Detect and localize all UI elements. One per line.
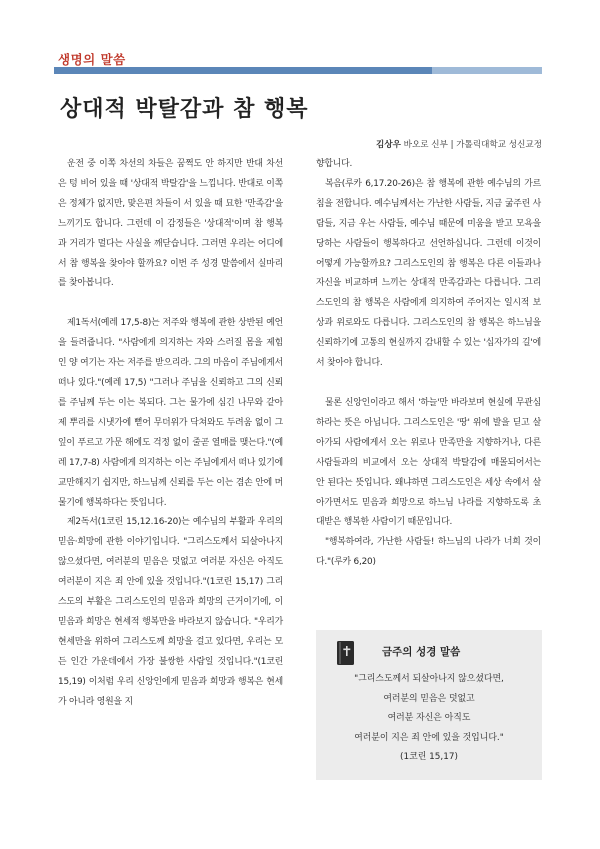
- section-label: 생명의 말씀: [58, 52, 126, 67]
- byline-author: 김상우: [376, 140, 401, 150]
- byline-affiliation: 바오로 신부 | 가톨릭대학교 성신교정: [400, 140, 542, 150]
- verse-reference: (1코린 15,17): [400, 752, 458, 762]
- paragraph: 제2독서(1코린 15,12.16-20)는 예수님의 부활과 우리의 믿음·희망에 관한 이야기입니다. "그리스도께서 되살아나지 않으셨다면, 여러분의 믿음은 덧없고 여러분 자신은 아직도 여러분이 지은 죄 안에 있을 것입니다."(1코린 15,17) 그리스도의 부활은 그리스도인의 믿음과 희망의 근거이기에, 이 믿음과 희망은 현세적 행복만을 바라보지 않습니다. "우리가 현세만을 위하여 그리스도께 희망을 걸고 있다면, 우리는 모든 인간 가운데에서 가장 불쌍한 사람일 것입니다."(1코린 15,19) 이처럼 우리 신앙인에게 믿음과 희망과 행복은 현세가 아니라 영원을 지: [58, 517, 283, 707]
- byline: [376, 138, 542, 150]
- verse-line: 여러분의 믿음은 덧없고: [383, 693, 475, 704]
- paragraph: 향합니다.: [316, 159, 353, 169]
- paragraph: 복음(루카 6,17.20-26)은 참 행복에 관한 예수님의 가르침을 전합니다. 예수님께서는 가난한 사람들, 지금 굶주린 사람들, 지금 우는 사람들, 예수님 때문에 미움을 받고 모욕을 당하는 사람들이 행복하다고 선언하십니다. 그런데 이것이 어떻게 가능할까요? 그리스도인의 참 행복은 다른 이들과나 자신을 비교하며 느끼는 상대적 만족감과는 다릅니다. 그리스도인의 참 행복은 사람에게 의지하여 주어지는 일시적 보상과 위로와도 다릅니다. 그리스도인의 참 행복은 하느님을 신뢰하기에 고통의 현실까지 감내할 수 있는 '십자가의 길'에서 찾아야 합니다.: [316, 178, 541, 369]
- paragraph: "행복하여라, 가난한 사람들! 하느님의 나라가 너희 것이다."(루카 6,20): [316, 537, 541, 568]
- weekly-verse-title: 금주의 성경 말씀: [382, 646, 461, 658]
- verse-line: "그리스도께서 되살아나지 않으셨다면,: [354, 674, 504, 684]
- weekly-verse-box: [316, 630, 542, 780]
- left-column: [58, 155, 283, 712]
- article-title: 상대적 박탈감과 참 행복: [60, 96, 309, 122]
- verse-line: 여러분이 지은 죄 안에 있을 것입니다.": [354, 732, 504, 743]
- bible-book-icon: [336, 640, 356, 666]
- paragraph: 제1독서(예레 17,5-8)는 저주와 행복에 관한 상반된 예언을 들려줍니다. "사람에게 의지하는 자와 스러질 몸을 제힘인 양 여기는 자는 저주를 받으리라. 그의 마음이 주님에게서 떠나 있다."(예레 17,5) "그러나 주님을 신뢰하고 그의 신뢰를 주님께 두는 이는 복되다. 그는 물가에 심긴 나무와 같아 제 뿌리를 시냇가에 뻗어 무더위가 닥쳐와도 두려움 없이 그 잎이 푸르고 가문 해에도 걱정 없이 줄곧 열매를 맺는다."(예레 17,7-8) 사람에게 의지하는 이는 주님에게서 떠나 있기에 교만해지기 쉽지만, 하느님께 신뢰를 두는 이는 겸손 안에 머물기에 행복하다는 뜻입니다.: [58, 318, 283, 508]
- right-column: [316, 155, 541, 573]
- paragraph: 물론 신앙인이라고 해서 '하늘'만 바라보며 현실에 무관심 하라는 뜻은 아닙니다. 그리스도인은 '땅' 위에 발을 딛고 살아가되 사람에게서 오는 위로나 만족만을 지향하거나, 다른 사람들과의 비교에서 오는 상대적 박탈감에 매몰되어서는 안 된다는 뜻입니다. 왜냐하면 그리스도인은 세상 속에서 살아가면서도 믿음과 희망으로 하느님 나라를 지향하도록 초대받은 행복한 사람이기 때문입니다.: [316, 397, 541, 528]
- paragraph: 운전 중 이쪽 차선의 차들은 꿈쩍도 안 하지만 반대 차선은 텅 비어 있을 때 '상대적 박탈감'을 느낍니다. 반대로 이쪽은 정체가 없지만, 맞은편 차들이 서 있을 때 묘한 '만족감'을 느끼기도 합니다. 그런데 이 감정들은 '상대적'이며 참 행복과 거리가 멀다는 사실을 깨닫습니다. 그러면 우리는 어디에서 참 행복을 찾아야 할까요? 이번 주 성경 말씀에서 실마리를 찾아봅니다.: [58, 159, 283, 289]
- weekly-verse-text: [326, 670, 532, 768]
- verse-line: 여러분 자신은 아직도: [387, 713, 471, 723]
- header-bar: [54, 67, 542, 74]
